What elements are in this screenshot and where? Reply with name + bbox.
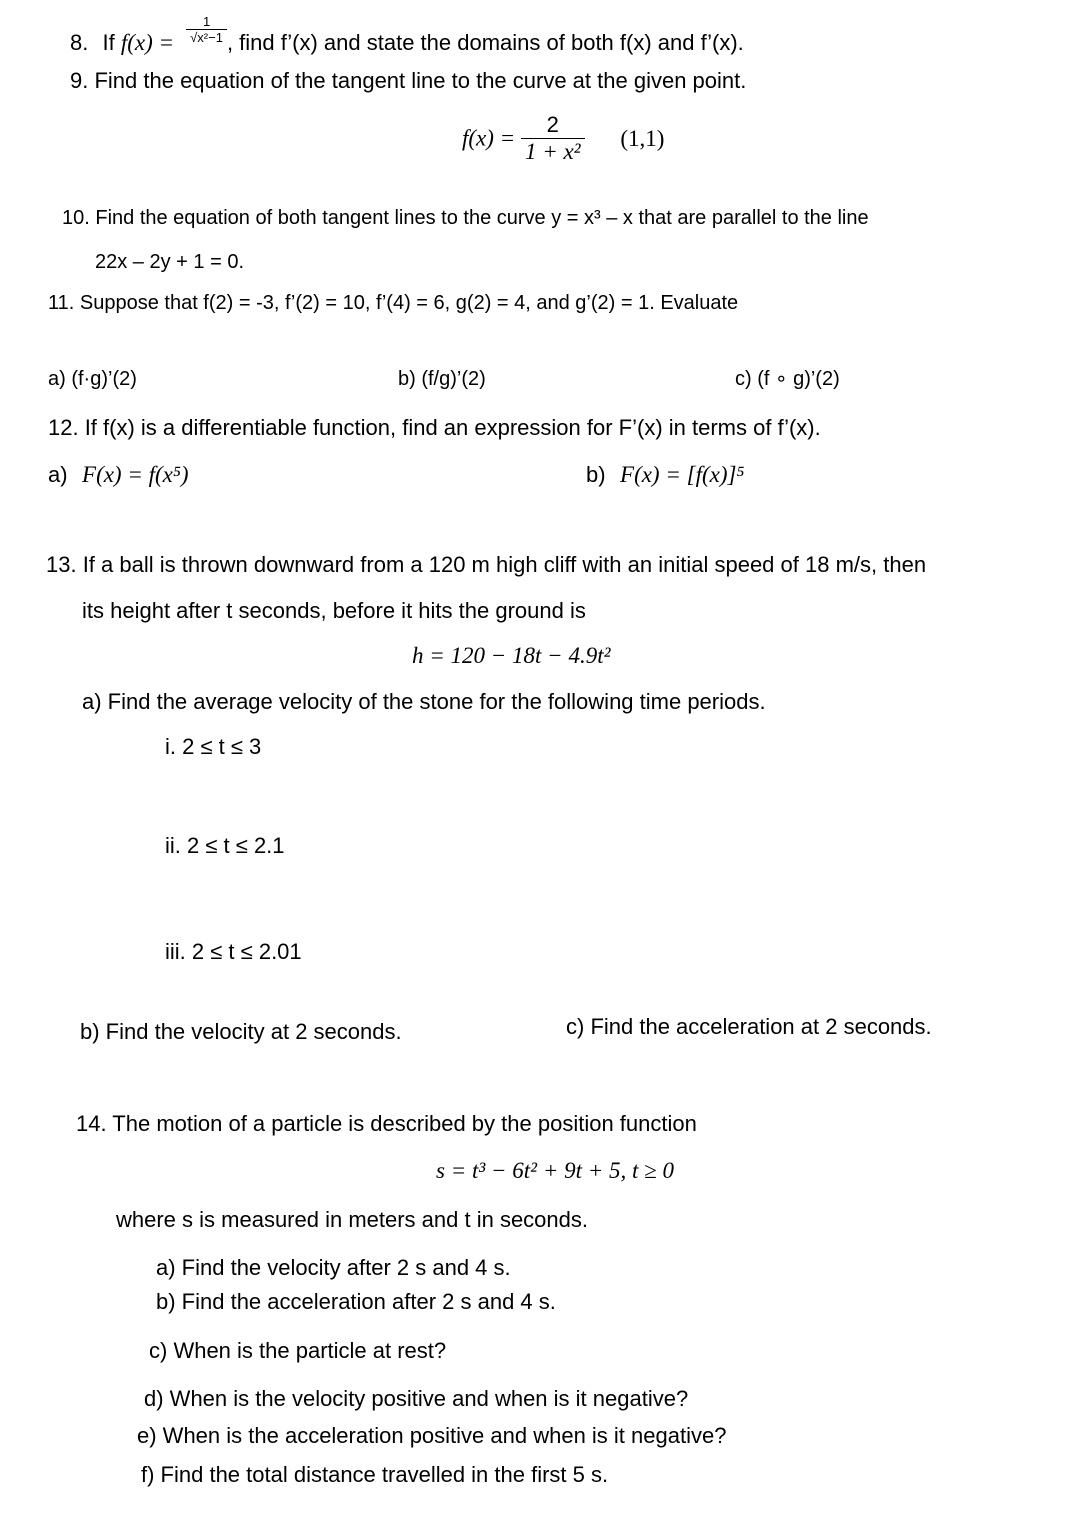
q8-frac-num: 1	[202, 14, 211, 29]
q14-part-d: d) When is the velocity positive and when is it negative?	[144, 1386, 689, 1411]
q12-text: 12. If f(x) is a differentiable function, find an expression for F’(x) in terms of f’(x).	[48, 415, 821, 440]
q9-frac-den: 1 + x²	[521, 138, 585, 165]
q14-part-c: c) When is the particle at rest?	[149, 1338, 447, 1363]
q11-part-c: c) (f ∘ g)’(2)	[735, 368, 840, 390]
q11-part-a: a) (f·g)’(2)	[48, 368, 137, 390]
q12-a-label: a)	[48, 462, 68, 487]
q13-part-a: a) Find the average velocity of the stone for the following time periods.	[82, 689, 766, 714]
q8-text: , find f’(x) and state the domains of both f(x) and f’(x).	[226, 30, 744, 55]
q12-a-expr: F(x) = f(x⁵)	[82, 462, 189, 487]
q8-frac-den: √x²−1	[186, 29, 227, 45]
q14-part-b: b) Find the acceleration after 2 s and 4 s.	[156, 1289, 556, 1314]
q13-interval-ii: ii. 2 ≤ t ≤ 2.1	[165, 833, 285, 858]
q13-part-b: b) Find the velocity at 2 seconds.	[80, 1019, 402, 1044]
q9-text: 9. Find the equation of the tangent line to the curve at the given point.	[70, 68, 747, 93]
q13-line1: 13. If a ball is thrown downward from a 120 m high cliff with an initial speed of 18 m/s, then	[46, 552, 927, 577]
q14-part-f: f) Find the total distance travelled in the first 5 s.	[141, 1462, 609, 1487]
q13-line2: its height after t seconds, before it hits the ground is	[82, 598, 586, 623]
q13-interval-iii: iii. 2 ≤ t ≤ 2.01	[165, 939, 302, 964]
q14-part-e: e) When is the acceleration positive and when is it negative?	[137, 1423, 727, 1448]
q12-part-b	[586, 462, 744, 488]
q14-part-a: a) Find the velocity after 2 s and 4 s.	[156, 1255, 511, 1280]
q9-fraction	[521, 112, 585, 165]
q11-part-b: b) (f/g)’(2)	[398, 368, 486, 390]
q9-point: (1,1)	[620, 125, 665, 151]
q10-line1: 10. Find the equation of both tangent lines to the curve y = x³ – x that are parallel to the line	[62, 207, 869, 229]
q9-frac-num: 2	[546, 112, 559, 137]
q12-b-expr: F(x) = [f(x)]⁵	[620, 462, 745, 487]
q9-equation	[462, 112, 664, 165]
question-8	[70, 14, 744, 56]
q13-equation: h = 120 − 18t − 4.9t²	[412, 643, 611, 668]
q12-part-a	[48, 462, 189, 488]
q8-lead: If	[102, 30, 115, 55]
q8-fraction	[186, 14, 227, 45]
q8-fx: f(x) =	[120, 30, 175, 55]
q9-fx: f(x) =	[462, 125, 516, 151]
q13-part-c: c) Find the acceleration at 2 seconds.	[566, 1014, 932, 1039]
q11-text: 11. Suppose that f(2) = -3, f’(2) = 10, f’(4) = 6, g(2) = 4, and g’(2) = 1. Evaluate	[48, 292, 739, 314]
q14-equation: s = t³ − 6t² + 9t + 5, t ≥ 0	[436, 1158, 675, 1183]
q14-line1: 14. The motion of a particle is described by the position function	[76, 1111, 697, 1136]
q10-line2: 22x – 2y + 1 = 0.	[95, 251, 244, 273]
q8-number: 8.	[70, 30, 89, 55]
q14-line2: where s is measured in meters and t in seconds.	[116, 1207, 589, 1232]
q12-b-label: b)	[586, 462, 606, 487]
q13-interval-i: i. 2 ≤ t ≤ 3	[165, 734, 262, 759]
